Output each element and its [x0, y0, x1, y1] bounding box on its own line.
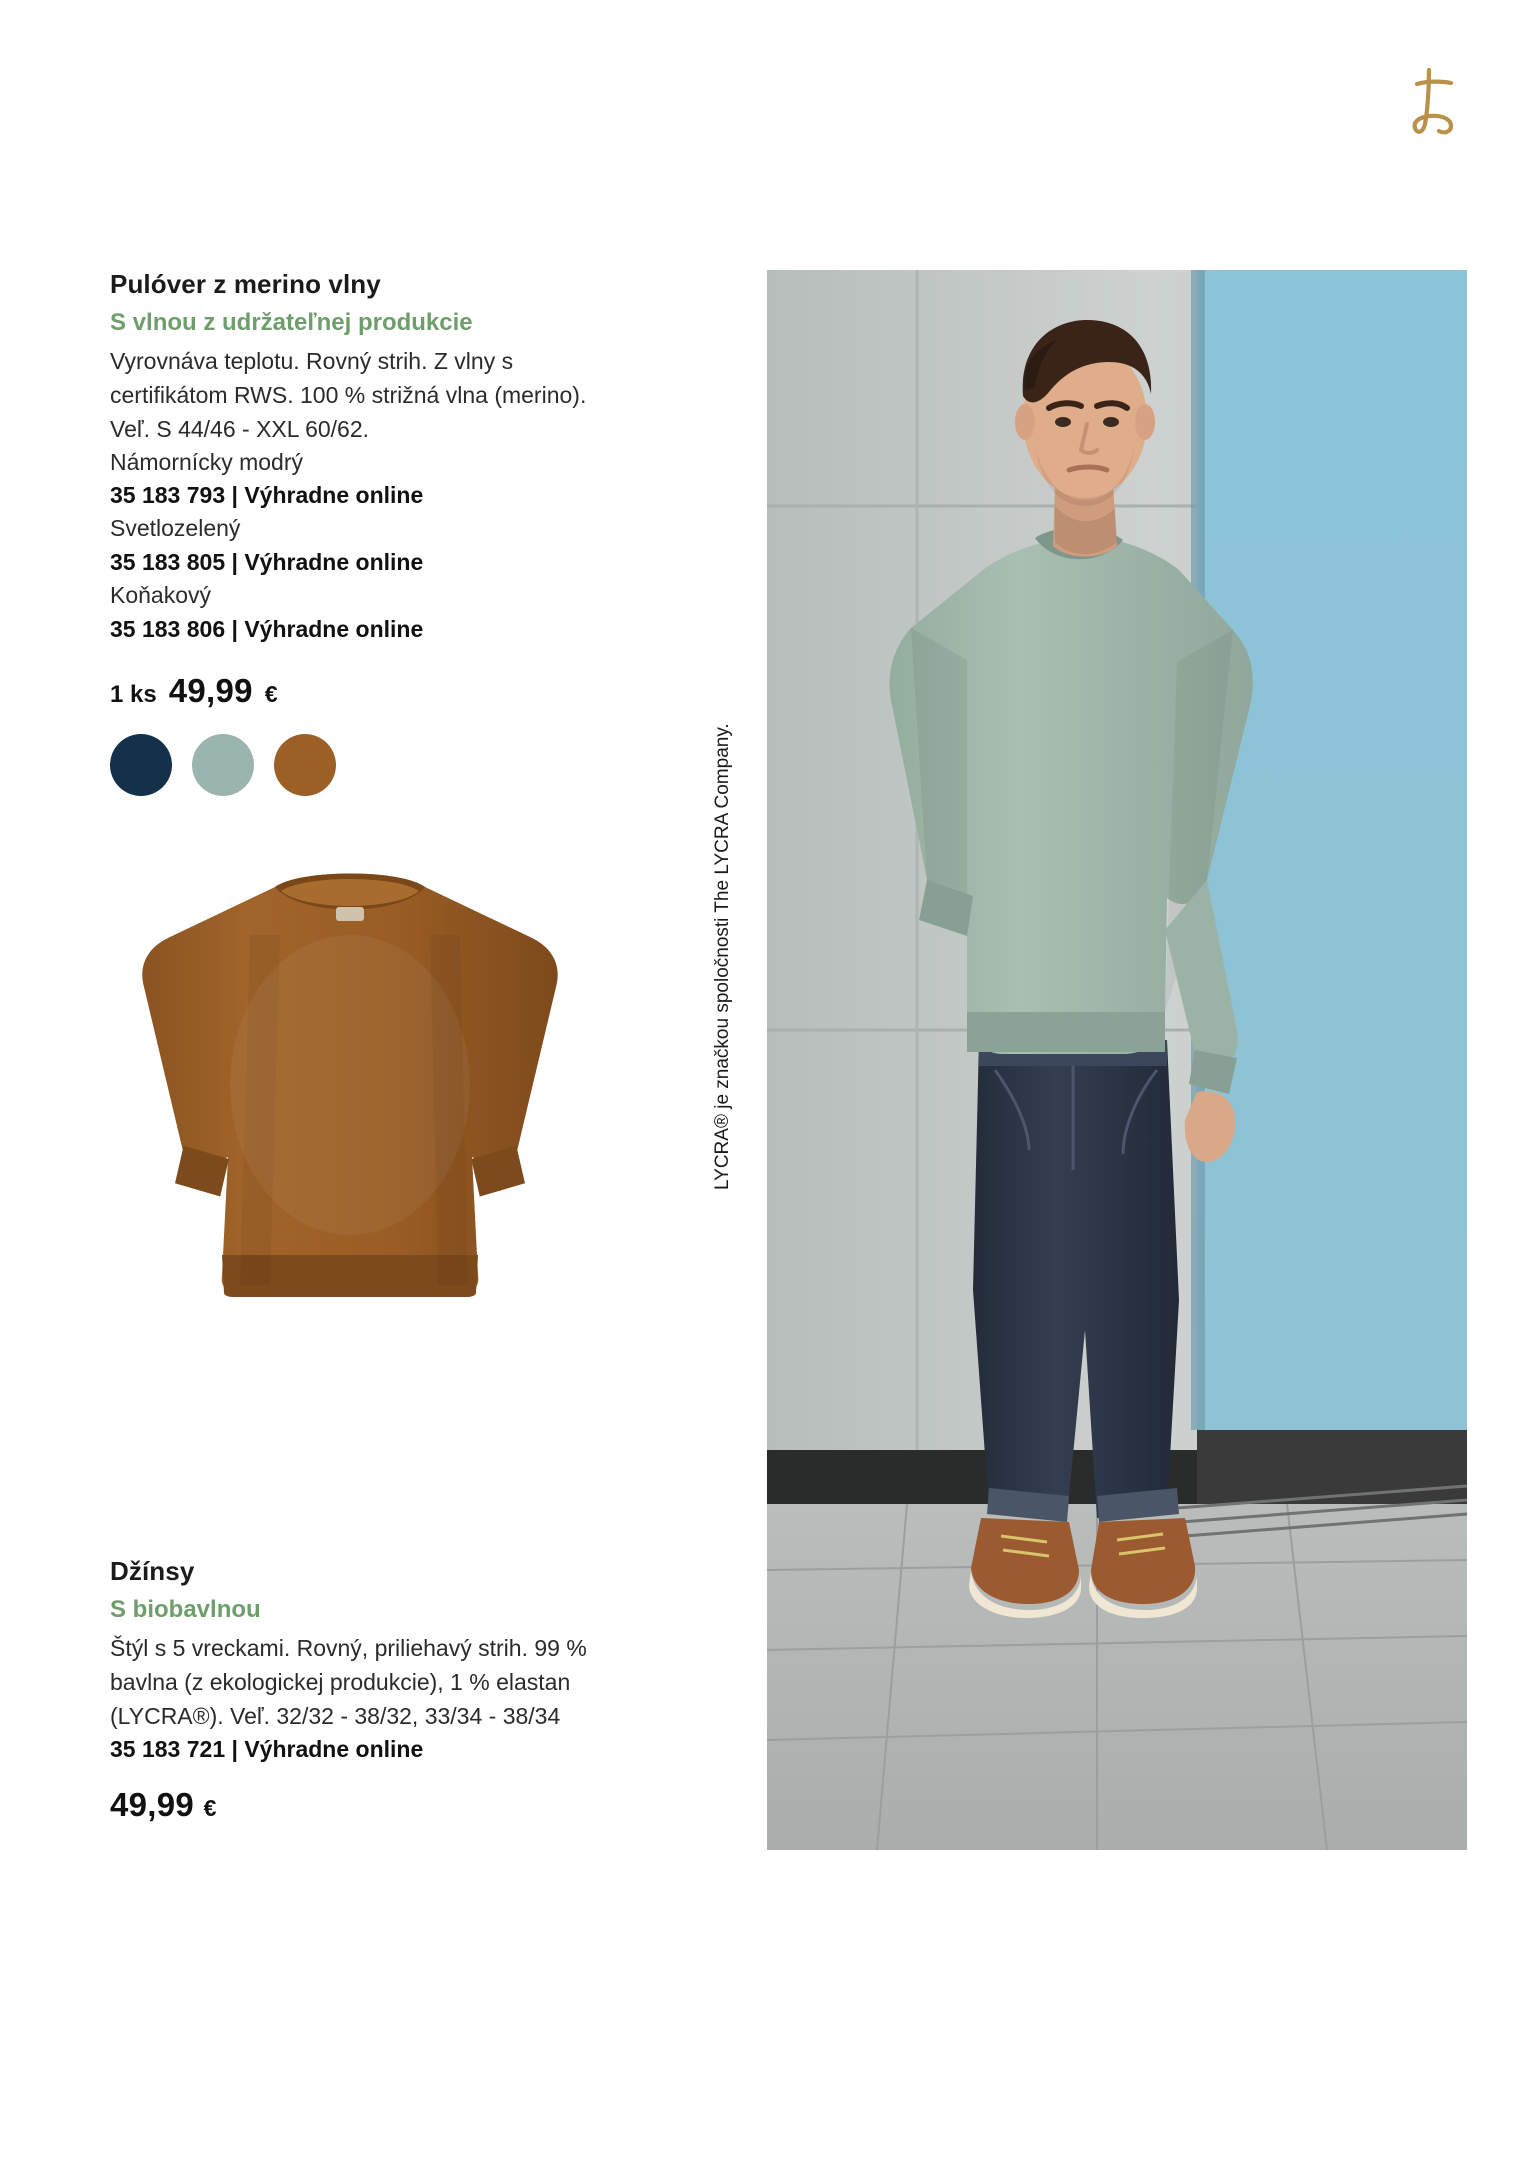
variant-article-number: 35 183 805 | Výhradne online: [110, 548, 424, 575]
price-value: 49,99: [168, 671, 253, 709]
product-description: Vyrovnáva teplotu. Rovný strih. Z vlny s certifikátom RWS. 100 % strižná vlna (merino). Veľ. S 44/46 - XXL 60/62.: [110, 347, 587, 442]
price: [110, 1786, 590, 1824]
color-swatches: [110, 734, 610, 796]
variant-color-name: Svetlozelený: [110, 515, 241, 542]
product-title: Pulóver z merino vlny: [110, 269, 381, 299]
price-currency: €: [264, 680, 278, 707]
variant-article-number: 35 183 793 | Výhradne online: [110, 482, 424, 509]
price-quantity: 1 ks: [110, 680, 157, 708]
color-swatch-navy[interactable]: [110, 734, 172, 796]
lycra-footnote: LYCRA® je značkou spoločnosti The LYCRA Company.: [712, 723, 733, 1190]
color-swatch-light-green[interactable]: [192, 734, 254, 796]
price-value: 49,99: [110, 1786, 195, 1824]
product-subtitle: S vlnou z udržateľnej produkcie: [110, 308, 473, 336]
variant-color-name: Námornícky modrý: [110, 448, 303, 475]
product-info-jeans: [110, 1555, 590, 1824]
product-title: Džínsy: [110, 1556, 195, 1586]
product-description: Štýl s 5 vreckami. Rovný, priliehavý strih. 99 % bavlna (z ekologickej produkcie), 1 % elastan (LYCRA®). Veľ. 32/32 - 38/32, 33/34 - 38/34: [110, 1634, 587, 1729]
color-swatch-cognac[interactable]: [274, 734, 336, 796]
price-currency: €: [203, 1795, 217, 1822]
model-photo: [767, 270, 1467, 1850]
product-info-sweater: [110, 268, 610, 796]
product-photo-sweater: [100, 855, 600, 1475]
price-row: [110, 672, 610, 710]
tchibo-logo: [1399, 62, 1469, 140]
variant-article-number: 35 183 806 | Výhradne online: [110, 615, 424, 642]
product-subtitle: S biobavlnou: [110, 1595, 261, 1623]
article-number: 35 183 721 | Výhradne online: [110, 1735, 424, 1762]
variant-color-name: Koňakový: [110, 582, 212, 609]
